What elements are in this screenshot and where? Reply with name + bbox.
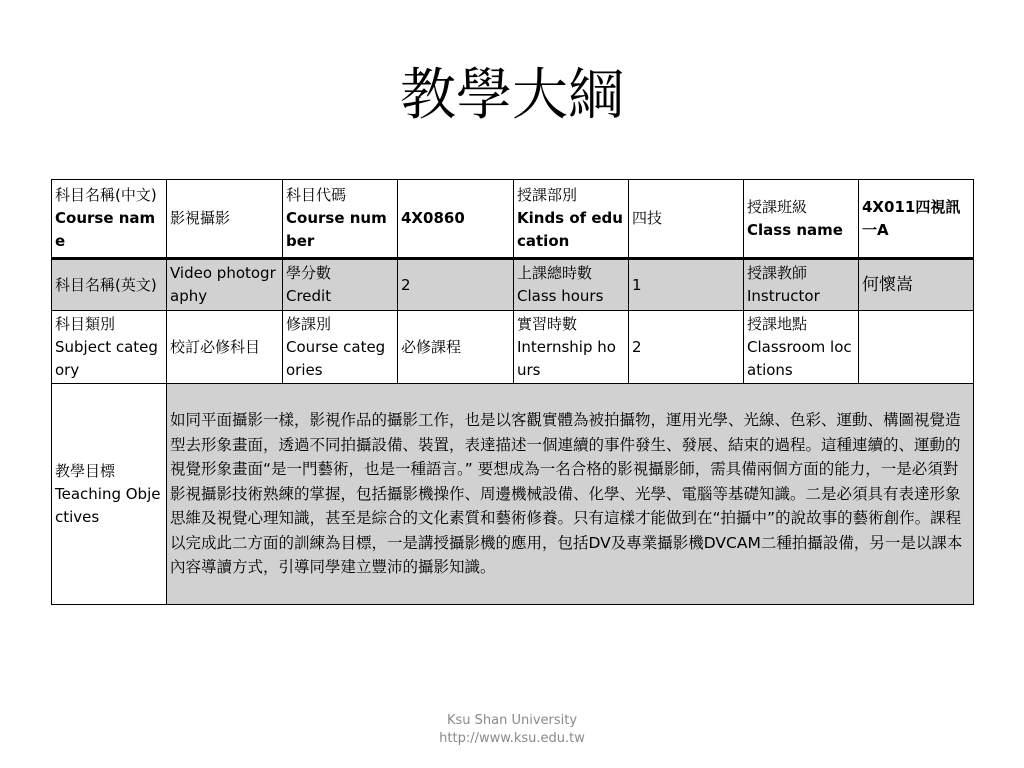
course-categories-label: 修課別 Course categories (283, 311, 398, 384)
credit-value: 2 (398, 259, 514, 311)
teaching-objectives-label: 教學目標 Teaching Objectives (52, 384, 167, 605)
class-name-label: 授課班級 Class name (744, 180, 859, 259)
course-name-en-label: 科目名稱(英文) (52, 259, 167, 311)
kinds-of-education-value: 四技 (629, 180, 744, 259)
credit-label: 學分數 Credit (283, 259, 398, 311)
subject-category-value: 校訂必修科目 (167, 311, 283, 384)
page-title: 教學大綱 (400, 63, 624, 128)
footer (0, 712, 1024, 748)
class-hours-label: 上課總時數 Class hours (514, 259, 629, 311)
table-row (52, 180, 974, 259)
table-row (52, 259, 974, 311)
subject-category-label: 科目類別 Subject category (52, 311, 167, 384)
classroom-locations-label: 授課地點 Classroom locations (744, 311, 859, 384)
class-hours-value: 1 (629, 259, 744, 311)
teaching-objectives-text: 如同平面攝影一樣，影視作品的攝影工作，也是以客觀實體為被拍攝物，運用光學、光線、色彩、運動、構圖視覺造型去形象畫面，透過不同拍攝設備、裝置，表達描述一個連續的事件發生、發展、結束的過程。這種連續的、運動的視覺形象畫面“是一門藝術，也是一種語言。” 要想成為一名合格的影視攝影師，需具備兩個方面的能力，一是必須對影視攝影技術熟練的掌握，包括攝影機操作、周邊機械設備、化學、光學、電腦等基礎知識。二是必須具有表達形象思維及視覺心理知識，甚至是綜合的文化素質和藝術修養。只有這樣才能做到在“拍攝中”的說故事的藝術創作。課程以完成此二方面的訓練為目標，一是講授攝影機的應用，包括DV及專業攝影機DVCAM二種拍攝設備，另一是以課本內容導讀方式，引導同學建立豐沛的攝影知識。 (167, 384, 974, 605)
course-name-zh-label: 科目名稱(中文) Course name (52, 180, 167, 259)
internship-hours-value: 2 (629, 311, 744, 384)
internship-hours-label: 實習時數 Internship hours (514, 311, 629, 384)
course-name-zh-value: 影視攝影 (167, 180, 283, 259)
course-name-en-value: Video photography (167, 259, 283, 311)
class-name-value: 4X011四視訊一A (859, 180, 974, 259)
instructor-label: 授課教師 Instructor (744, 259, 859, 311)
course-categories-value: 必修課程 (398, 311, 514, 384)
footer-url[interactable]: http://www.ksu.edu.tw (439, 731, 585, 746)
course-number-value: 4X0860 (398, 180, 514, 259)
table-row (52, 311, 974, 384)
footer-university: Ksu Shan University (446, 713, 578, 728)
course-number-label: 科目代碼 Course number (283, 180, 398, 259)
classroom-locations-value (859, 311, 974, 384)
instructor-value: 何懷嵩 (859, 259, 974, 311)
table-row (52, 384, 974, 605)
kinds-of-education-label: 授課部別 Kinds of education (514, 180, 629, 259)
syllabus-table (51, 179, 974, 605)
